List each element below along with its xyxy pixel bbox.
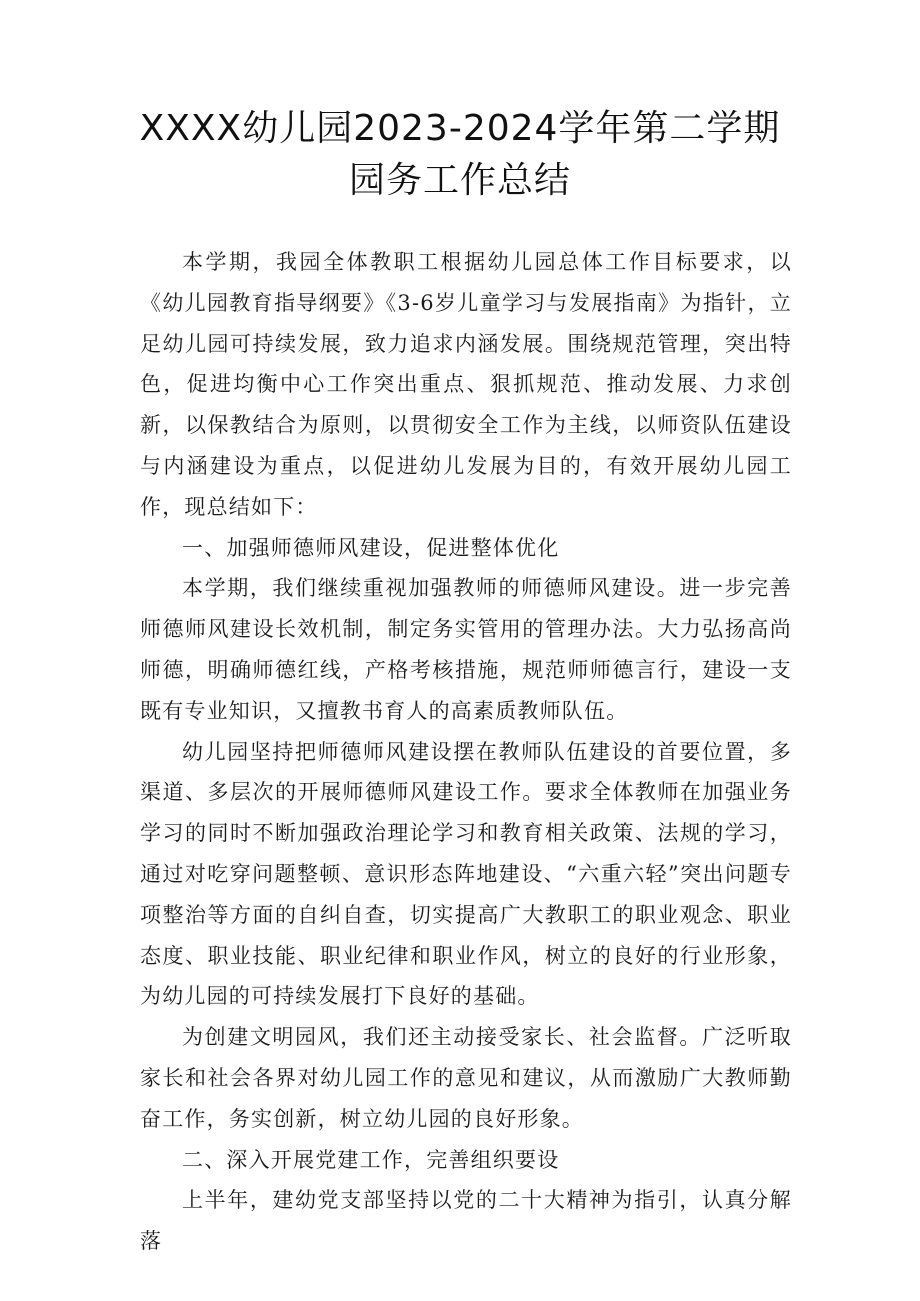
intro-paragraph: 本学期，我园全体教职工根据幼儿园总体工作目标要求，以《幼儿园教育指导纲要》《3-6岁儿童学习与发展指南》为指针，立足幼儿园可持续发展，致力追求内涵发展。围绕规范管理，突出特色，促进均衡中心工作突出重点、狠抓规范、推动发展、力求创新，以保教结合为原则，以贯彻安全工作为主线，以师资队伍建设与内涵建设为重点，以促进幼儿发展为目的，有效开展幼儿园工作，现总结如下：	[140, 250, 792, 519]
section1-heading: 一、加强师德师风建设，促进整体优化	[182, 535, 560, 560]
document-body	[140, 242, 792, 1262]
document-title-line1: XXXX幼儿园2023-2024学年第二学期	[139, 108, 781, 149]
document-title-line2: 园务工作总结	[348, 160, 571, 201]
section2-heading: 二、深入开展党建工作，完善组织要设	[182, 1147, 560, 1172]
section1-paragraph-3: 为创建文明园风，我们还主动接受家长、社会监督。广泛听取家长和社会各界对幼儿园工作的意见和建议，从而激励广大教师勤奋工作，务实创新，树立幼儿园的良好形象。	[140, 1025, 792, 1131]
section1-paragraph-1: 本学期，我们继续重视加强教师的师德师风建设。进一步完善师德师风建设长效机制，制定务实管用的管理办法。大力弘扬高尚师德，明确师德红线，产格考核措施，规范师师德言行，建设一支既有专业知识，又擅教书育人的高素质教师队伍。	[140, 576, 792, 723]
section2-paragraph-1: 上半年，建幼党支部坚持以党的二十大精神为指引，认真分解落	[140, 1188, 792, 1254]
section1-paragraph-2: 幼儿园坚持把师德师风建设摆在教师队伍建设的首要位置，多渠道、多层次的开展师德师风建设工作。要求全体教师在加强业务学习的同时不断加强政治理论学习和教育相关政策、法规的学习，通过对吃穿问题整顿、意识形态阵地建设、“六重六轻”突出问题专项整治等方面的自纠自查，切实提高广大教职工的职业观念、职业态度、职业技能、职业纪律和职业作风，树立的良好的行业形象，为幼儿园的可持续发展打下良好的基础。	[140, 739, 792, 1009]
